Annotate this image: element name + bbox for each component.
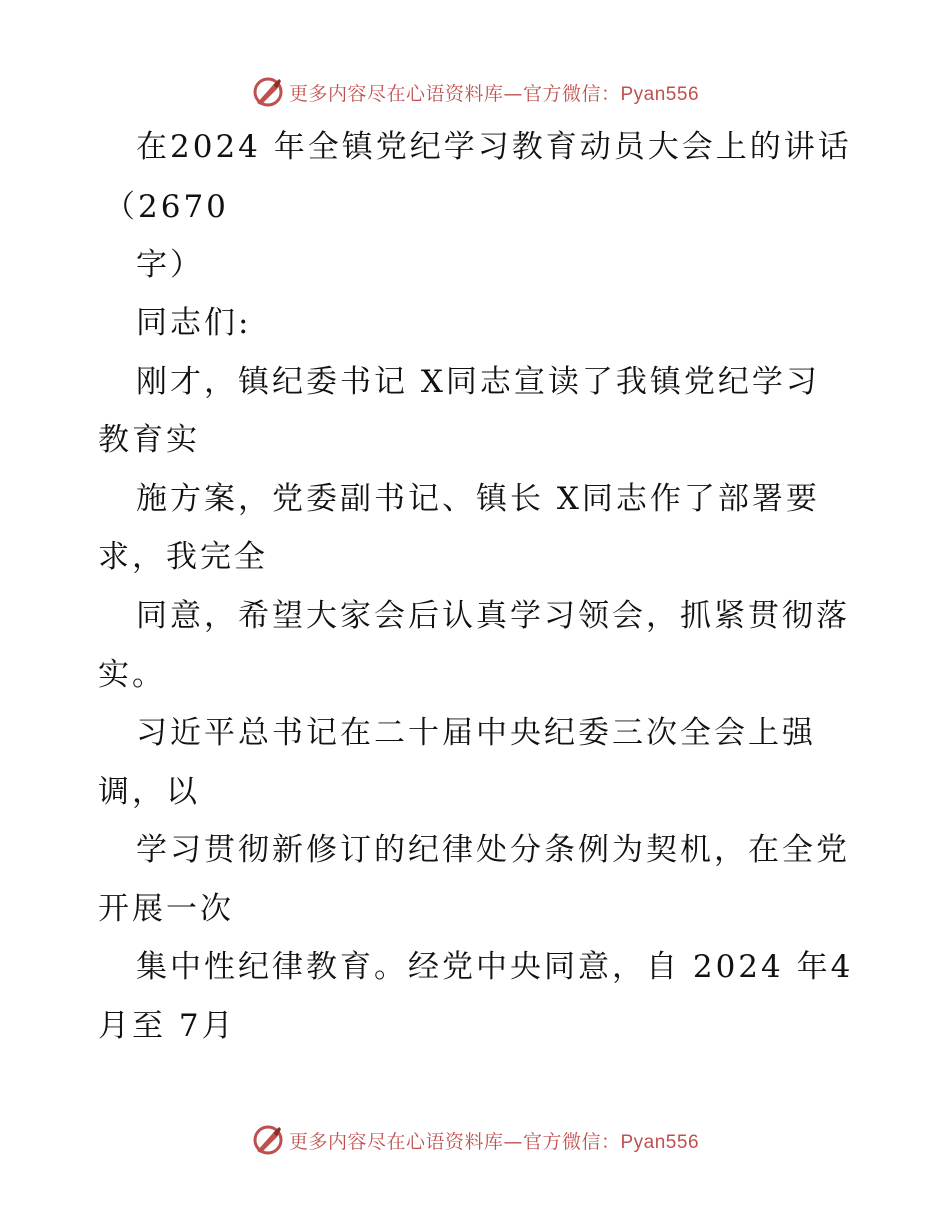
- document-title-line-3: 字）: [136, 247, 204, 283]
- salutation-line: 同志们:: [136, 305, 252, 341]
- paragraph-line: 集中性纪律教育。经党中央同意，自 2024 年4: [136, 949, 854, 985]
- paragraph-line: 学习贯彻新修订的纪律处分条例为契机，在全党: [136, 832, 850, 868]
- document-title-line-2: （2670: [104, 189, 229, 225]
- watermark-text: [289, 79, 699, 106]
- footer-watermark: [0, 1120, 950, 1160]
- paragraph-line: 求，我完全: [98, 539, 268, 575]
- header-watermark: [0, 72, 950, 112]
- watermark-text-cn: 更多内容尽在心语资料库—官方微信：: [288, 1130, 621, 1153]
- watermark-text-en: Pyan556: [620, 1131, 700, 1153]
- paragraph-line: 调，以: [98, 774, 200, 810]
- paragraph-line: 开展一次: [98, 891, 234, 927]
- document-title-line-1: 在2024 年全镇党纪学习教育动员大会上的讲话: [136, 129, 852, 165]
- paragraph-line: 习近平总书记在二十届中央纪委三次全会上强: [136, 715, 816, 751]
- paragraph-line: 施方案，党委副书记、镇长 X同志作了部署要: [136, 481, 820, 517]
- quill-pen-logo-icon: [251, 1123, 285, 1157]
- watermark-text-en: Pyan556: [620, 83, 700, 105]
- paragraph-line: 刚才，镇纪委书记 X同志宣读了我镇党纪学习: [136, 364, 820, 400]
- paragraph-line: 实。: [98, 657, 166, 693]
- watermark-text-cn: 更多内容尽在心语资料库—官方微信：: [288, 82, 621, 105]
- paragraph-line: 月至 7月: [98, 1008, 236, 1044]
- paragraph-line: 教育实: [98, 422, 200, 458]
- watermark-text: [289, 1127, 699, 1154]
- paragraph-line: 同意，希望大家会后认真学习领会，抓紧贯彻落: [136, 598, 850, 634]
- quill-pen-logo-icon: [251, 75, 285, 109]
